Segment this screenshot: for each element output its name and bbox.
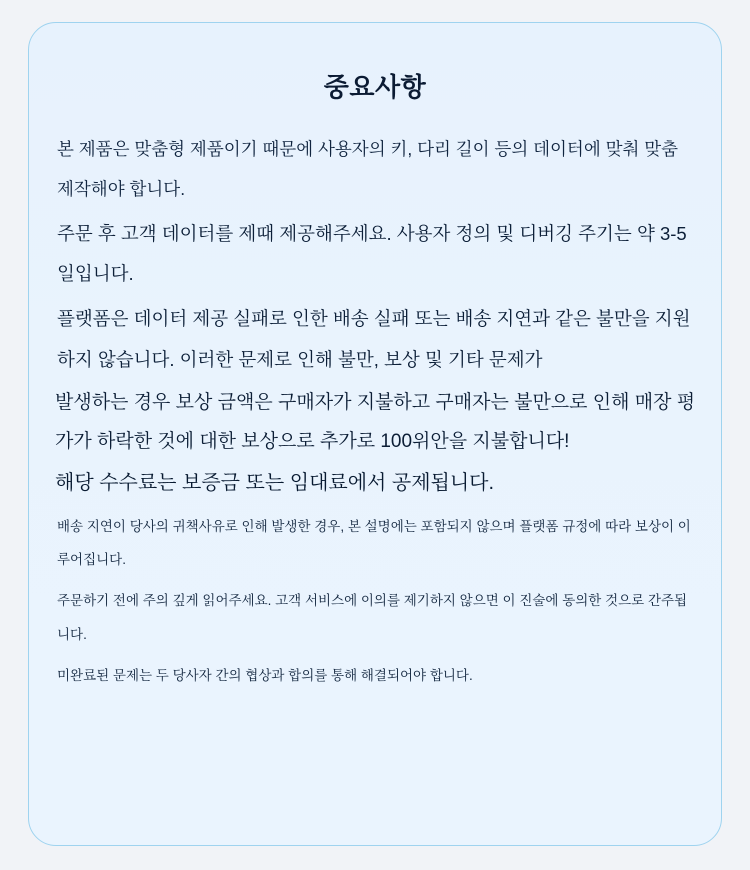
notice-paragraph-compensation: 발생하는 경우 보상 금액은 구매자가 지불하고 구매자는 불만으로 인해 매장 평가가 하락한 것에 대한 보상으로 추가로 100위안을 지불합니다! — [55, 391, 696, 453]
notice-paragraph-data-timing: 주문 후 고객 데이터를 제때 제공해주세요. 사용자 정의 및 디버깅 주기는 약 3-5일입니다. — [57, 222, 687, 285]
important-notice-card — [28, 22, 722, 846]
notice-paragraph-unresolved: 미완료된 문제는 두 당사자 간의 협상과 합의를 통해 해결되어야 합니다. — [57, 667, 473, 683]
notice-paragraph-our-fault: 배송 지연이 당사의 귀책사유로 인해 발생한 경우, 본 설명에는 포함되지 않으며 플랫폼 규정에 따라 보상이 이루어집니다. — [57, 519, 691, 568]
notice-paragraph-fee-deduction: 해당 수수료는 보증금 또는 임대료에서 공제됩니다. — [55, 472, 495, 495]
notice-paragraph-custom-product: 본 제품은 맞춤형 제품이기 때문에 사용자의 키, 다리 길이 등의 데이터에 맞춰 맞춤 제작해야 합니다. — [57, 139, 679, 199]
notice-paragraph-platform-liability: 플랫폼은 데이터 제공 실패로 인한 배송 실패 또는 배송 지연과 같은 불만을 지원하지 않습니다. 이러한 문제로 인해 불만, 보상 및 기타 문제가 — [57, 308, 691, 370]
notice-paragraph-read-before-order: 주문하기 전에 주의 깊게 읽어주세요. 고객 서비스에 이의를 제기하지 않으면 이 진술에 동의한 것으로 간주됩니다. — [57, 593, 688, 642]
page-title: 중요사항 — [323, 72, 427, 102]
